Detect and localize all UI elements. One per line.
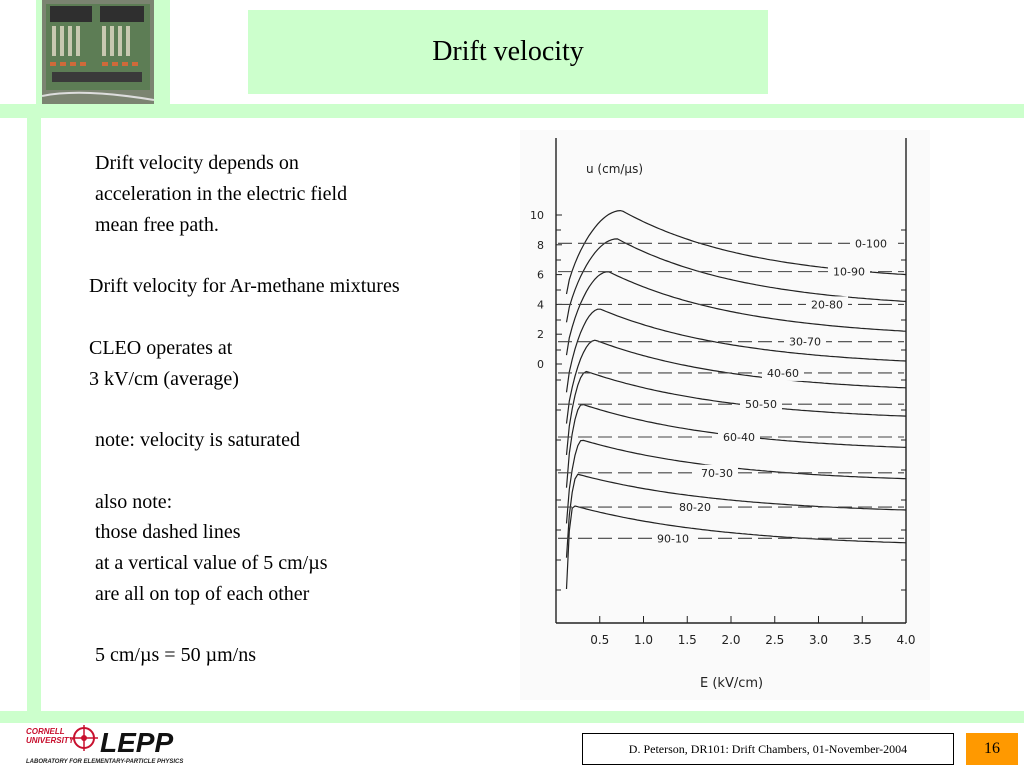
logo-lepp: LEPP [100,727,174,758]
series-label: 30-70 [789,335,821,349]
text-line: mean free path. [95,214,219,236]
page-title: Drift velocity [432,36,584,67]
text-line: at a vertical value of 5 cm/µs [95,552,328,574]
text-line: are all on top of each other [95,583,310,605]
left-band [27,104,41,716]
x-axis-label: E (kV/cm) [700,676,764,691]
series-label: 10-90 [833,265,865,279]
logo-cornell: CORNELL [26,727,65,736]
top-band [0,104,1024,118]
page-number-badge [966,733,1018,765]
x-tick-label: 0.5 [590,633,610,647]
text-line: also note: [95,491,173,513]
title-box [248,10,768,94]
y-tick-label: 6 [537,268,544,282]
text-line: acceleration in the electric field [95,183,348,205]
series-label: 90-10 [657,532,689,546]
text-line: Drift velocity for Ar-methane mixtures [89,275,400,297]
page-number: 16 [984,740,1000,757]
series-label: 70-30 [701,466,733,480]
x-tick-label: 2.5 [765,633,785,647]
y-tick-label: 10 [530,209,544,222]
lepp-logo [24,722,204,766]
series-label: 60-40 [723,431,755,445]
series-label: 40-60 [767,366,799,380]
logo-subtitle: LABORATORY FOR ELEMENTARY-PARTICLE PHYSICS [26,759,184,765]
series-label: 0-100 [855,237,887,251]
y-axis-label: u (cm/µs) [586,162,643,176]
x-tick-label: 3.5 [852,633,872,647]
x-tick-label: 2.0 [721,633,741,647]
drift-velocity-plot [520,130,930,700]
x-tick-label: 1.5 [677,633,697,647]
text-line: CLEO operates at [89,337,233,359]
text-line: note: velocity is saturated [95,429,300,451]
y-tick-label: 8 [537,238,544,252]
text-line: 5 cm/µs = 50 µm/ns [95,644,256,666]
footer-citation-box [582,733,954,765]
circuit-board-photo [42,0,154,104]
text-line: those dashed lines [95,521,241,543]
y-tick-label: 2 [537,328,544,342]
series-label: 50-50 [745,398,777,412]
text-line: 3 kV/cm (average) [89,368,239,390]
y-tick-label: 4 [537,298,544,312]
series-label: 20-80 [811,298,843,312]
x-tick-label: 1.0 [633,633,654,647]
x-tick-label: 3.0 [808,633,829,647]
y-tick-label: 0 [537,358,544,371]
logo-university: UNIVERSITY [26,736,75,745]
text-line: Drift velocity depends on [95,152,299,174]
series-label: 80-20 [679,501,711,515]
footer-citation: D. Peterson, DR101: Drift Chambers, 01-November-2004 [628,741,908,756]
x-tick-label: 4.0 [896,633,916,647]
logo-emblem-icon [70,725,98,751]
